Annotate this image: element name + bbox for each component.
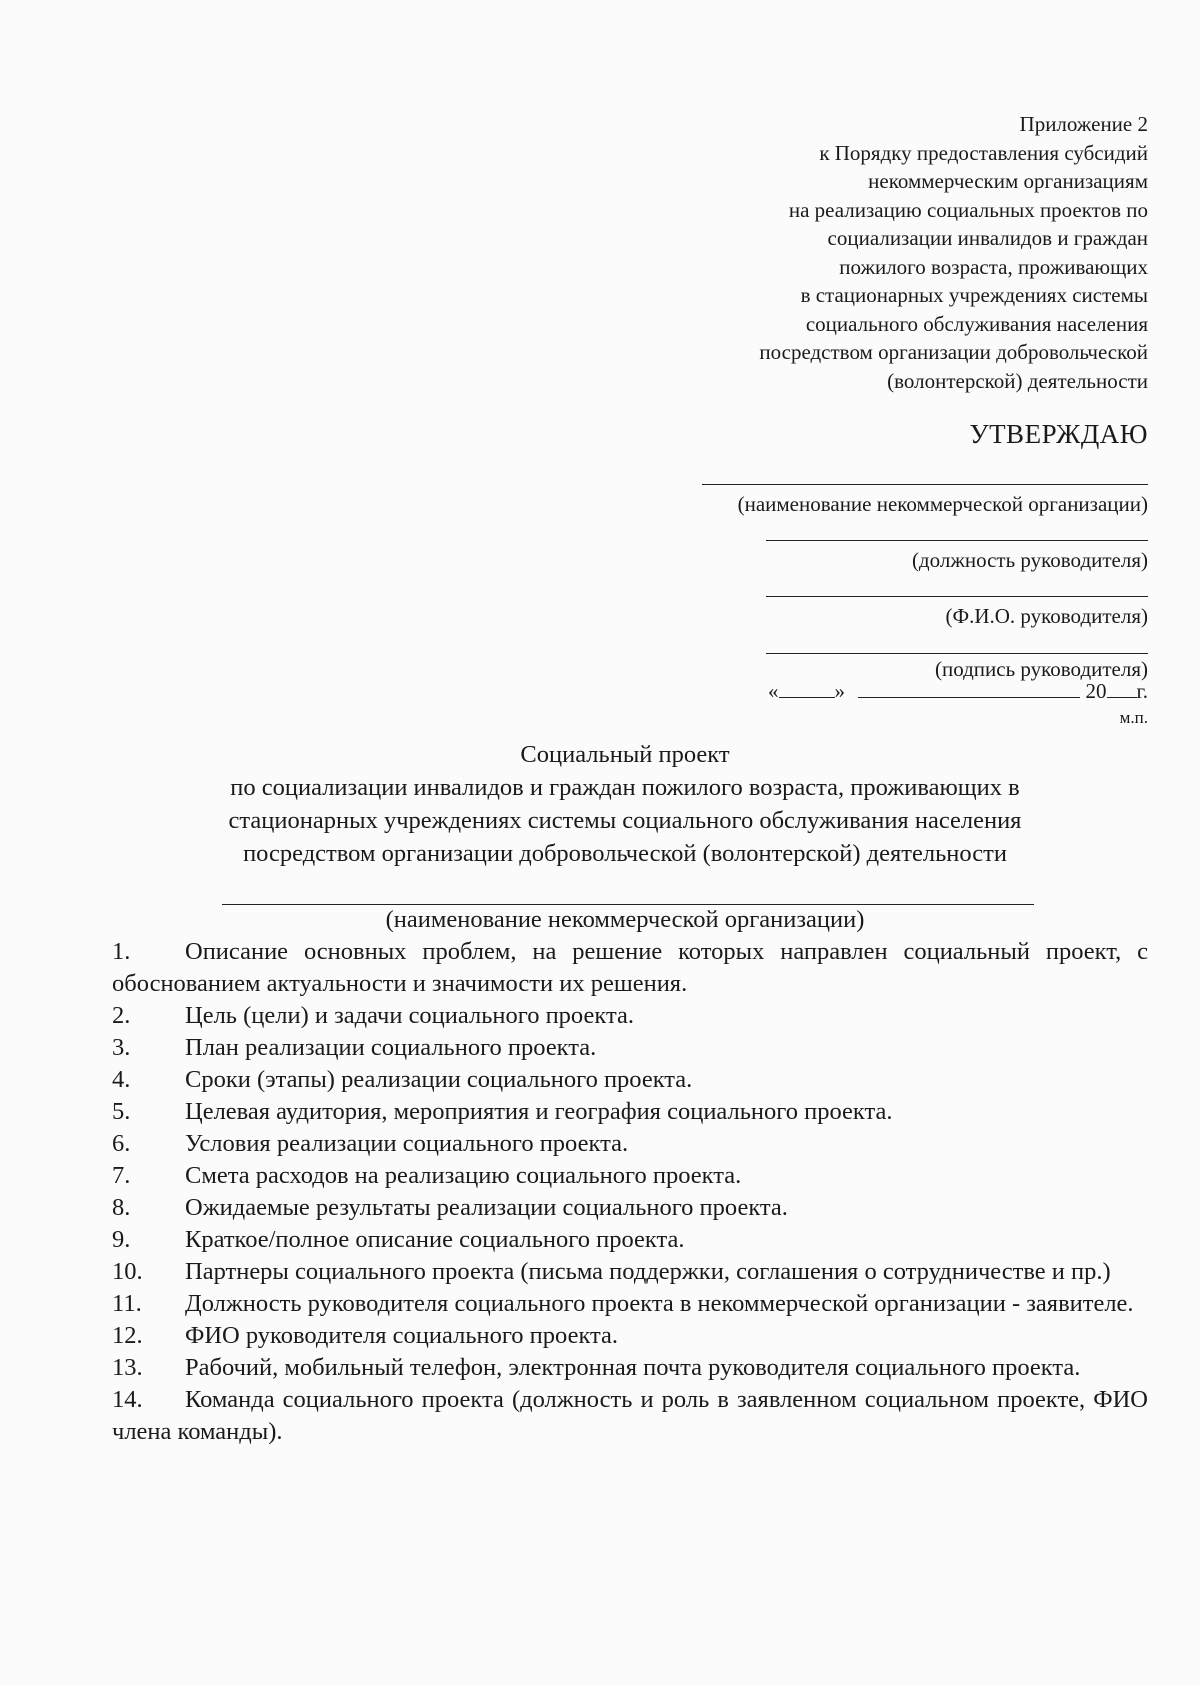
list-item-number: 14. <box>112 1386 143 1413</box>
list-item-text: Смета расходов на реализацию социального проекта. <box>185 1162 742 1189</box>
position-caption: (должность руководителя) <box>911 548 1148 572</box>
date-year-suffix: г. <box>1136 679 1148 703</box>
list-item-text: Должность руководителя социального проекта в некоммерческой организации - заявителе. <box>185 1290 1134 1317</box>
list-item-text: Партнеры социального проекта (письма поддержки, соглашения о сотрудничестве и пр.) <box>185 1258 1111 1285</box>
appendix-line: в стационарных учреждениях системы <box>800 283 1148 307</box>
list-item-number: 12. <box>112 1322 143 1349</box>
list-item <box>112 1128 1148 1160</box>
appendix-line: к Порядку предоставления субсидий <box>819 140 1148 165</box>
project-subtitle-line: по социализации инвалидов и граждан пожилого возраста, проживающих в <box>230 774 1020 801</box>
list-item <box>112 1352 1148 1384</box>
date-close-quote: » <box>834 679 845 703</box>
full-name-line <box>766 596 1148 597</box>
list-item <box>112 936 1148 1000</box>
list-item-number: 9. <box>112 1226 131 1253</box>
list-item <box>112 1256 1148 1288</box>
appendix-line: Приложение 2 <box>1019 112 1148 136</box>
appendix-line: пожилого возраста, проживающих <box>839 254 1148 279</box>
date-year-prefix: 20 <box>1085 679 1107 703</box>
list-item-text: ФИО руководителя социального проекта. <box>185 1322 619 1349</box>
list-item-text: Ожидаемые результаты реализации социального проекта. <box>185 1194 788 1221</box>
approval-date <box>768 679 1148 704</box>
date-open-quote: « <box>768 679 779 703</box>
requirements-list <box>112 936 1148 1448</box>
project-subtitle-line: стационарных учреждениях системы социального обслуживания населения <box>228 807 1022 834</box>
org-name-line <box>702 484 1148 485</box>
list-item <box>112 1160 1148 1192</box>
list-item-number: 1. <box>112 938 131 965</box>
list-item <box>112 1288 1148 1320</box>
month-blank <box>858 679 1080 698</box>
appendix-line: некоммерческим организациям <box>868 169 1148 193</box>
list-item <box>112 1000 1148 1032</box>
list-item-number: 13. <box>112 1354 143 1381</box>
list-item <box>112 1096 1148 1128</box>
list-item-text: Краткое/полное описание социального проекта. <box>185 1226 685 1253</box>
list-item-number: 7. <box>112 1162 131 1189</box>
project-heading <box>100 738 1150 870</box>
list-item-number: 2. <box>112 1002 131 1029</box>
list-item-number: 3. <box>112 1034 131 1061</box>
list-item-text: Сроки (этапы) реализации социального проекта. <box>185 1066 693 1093</box>
list-item <box>112 1320 1148 1352</box>
list-item-text: Описание основных проблем, на решение которых направлен социальный проект, с обоснованием актуальности и значимости их решения. <box>112 938 1148 997</box>
list-item-number: 11. <box>112 1290 142 1317</box>
list-item <box>112 1192 1148 1224</box>
list-item-text: Рабочий, мобильный телефон, электронная почта руководителя социального проекта. <box>185 1354 1081 1381</box>
list-item-number: 8. <box>112 1194 131 1221</box>
list-item-text: Условия реализации социального проекта. <box>185 1130 629 1157</box>
list-item <box>112 1032 1148 1064</box>
list-item-number: 5. <box>112 1098 131 1125</box>
list-item <box>112 1384 1148 1448</box>
approval-title: УТВЕРЖДАЮ <box>969 419 1148 449</box>
list-item <box>112 1064 1148 1096</box>
list-item-text: Цель (цели) и задачи социального проекта. <box>185 1002 634 1029</box>
list-item-text: План реализации социального проекта. <box>185 1034 597 1061</box>
list-item <box>112 1224 1148 1256</box>
appendix-header <box>759 110 1148 395</box>
appendix-line: (волонтерской) деятельности <box>887 368 1148 393</box>
list-item-number: 10. <box>112 1258 143 1285</box>
appendix-line: на реализацию социальных проектов по <box>788 197 1148 222</box>
project-org-caption: (наименование некоммерческой организации) <box>385 906 865 933</box>
signature-line <box>766 653 1148 654</box>
project-subtitle-line: посредством организации добровольческой (волонтерской) деятельности <box>243 840 1007 867</box>
full-name-caption: (Ф.И.О. руководителя) <box>945 604 1148 628</box>
appendix-line: социализации инвалидов и граждан <box>827 226 1148 250</box>
signature-caption: (подпись руководителя) <box>934 657 1148 681</box>
list-item-text: Целевая аудитория, мероприятия и география социального проекта. <box>185 1098 893 1125</box>
day-blank <box>779 679 835 698</box>
appendix-line: социального обслуживания населения <box>805 311 1148 336</box>
appendix-line: посредством организации добровольческой <box>759 340 1148 364</box>
stamp-place: м.п. <box>1119 708 1148 727</box>
org-name-caption: (наименование некоммерческой организации) <box>737 492 1148 516</box>
position-line <box>766 540 1148 541</box>
project-title: Социальный проект <box>520 741 730 768</box>
list-item-text: Команда социального проекта (должность и роль в заявленном социальном проекте, ФИО члена команды). <box>112 1386 1148 1445</box>
year-blank <box>1107 679 1137 698</box>
list-item-number: 4. <box>112 1066 131 1093</box>
list-item-number: 6. <box>112 1130 131 1157</box>
